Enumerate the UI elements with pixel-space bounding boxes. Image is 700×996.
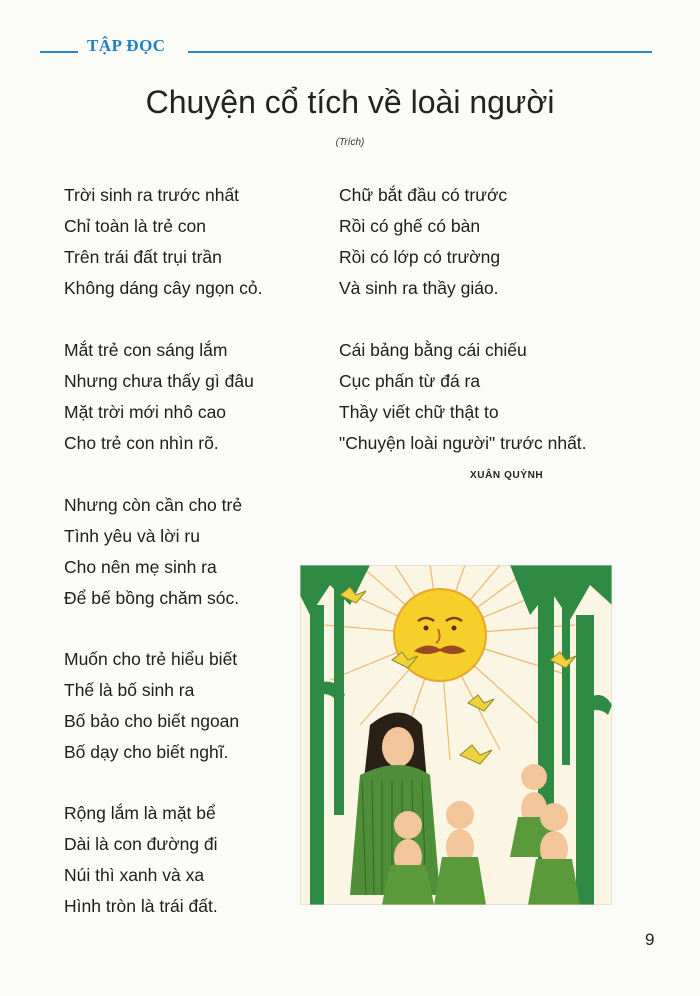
poem-line: Tình yêu và lời ru bbox=[64, 526, 200, 546]
poem-line: Và sinh ra thầy giáo. bbox=[339, 278, 499, 298]
stanza-5 bbox=[64, 798, 218, 922]
illustration-svg bbox=[300, 565, 612, 905]
header-rule-left bbox=[40, 51, 78, 53]
poem-line: Chữ bắt đầu có trước bbox=[339, 185, 508, 205]
poem-line: Thế là bố sinh ra bbox=[64, 680, 195, 700]
poem-line: Cho trẻ con nhìn rõ. bbox=[64, 433, 219, 453]
poem-line: Núi thì xanh và xa bbox=[64, 865, 205, 885]
poem-title: Chuyện cổ tích về loài người bbox=[145, 84, 555, 120]
poem-line: Trời sinh ra trước nhất bbox=[64, 185, 240, 205]
poem-author: XUÂN QUỲNH bbox=[470, 470, 544, 481]
poem-line: Mặt trời mới nhô cao bbox=[64, 402, 227, 422]
poem-line: Hình tròn là trái đất. bbox=[64, 896, 218, 916]
poem-line: Trên trái đất trụi trần bbox=[64, 247, 222, 267]
poem-line: Bố dạy cho biết nghĩ. bbox=[64, 742, 229, 762]
poem-line: Rồi có ghế có bàn bbox=[339, 216, 481, 236]
poem-line: Bố bảo cho biết ngoan bbox=[64, 711, 240, 731]
poem-illustration bbox=[300, 565, 612, 905]
stanza-4 bbox=[64, 644, 239, 768]
poem-line: Chỉ toàn là trẻ con bbox=[64, 216, 207, 236]
poem-subtitle: (Trích) bbox=[335, 137, 365, 148]
poem-line: Nhưng chưa thấy gì đâu bbox=[64, 371, 254, 391]
header-rule-right bbox=[188, 51, 652, 53]
poem-line: Rồi có lớp có trường bbox=[339, 247, 501, 267]
poem-line: Không dáng cây ngọn cỏ. bbox=[64, 278, 263, 298]
section-label: TẬP ĐỌC bbox=[87, 36, 166, 55]
poem-line: Muốn cho trẻ hiểu biết bbox=[64, 649, 238, 669]
poem-line: Cục phấn từ đá ra bbox=[339, 371, 481, 391]
section-header bbox=[40, 34, 652, 58]
stanza-6 bbox=[339, 180, 507, 304]
poem-line: Dài là con đường đi bbox=[64, 834, 218, 854]
stanza-1 bbox=[64, 180, 263, 304]
stanza-3 bbox=[64, 490, 242, 614]
poem-line: Cái bảng bằng cái chiếu bbox=[339, 340, 527, 360]
page-number: 9 bbox=[645, 930, 655, 949]
poem-line: Để bế bồng chăm sóc. bbox=[64, 588, 240, 608]
poem-line: Cho nên mẹ sinh ra bbox=[64, 557, 217, 577]
stanza-7 bbox=[339, 335, 587, 459]
poem-line: Nhưng còn cần cho trẻ bbox=[64, 495, 243, 515]
poem-line: "Chuyện loài người" trước nhất. bbox=[339, 433, 587, 453]
poem-line: Rộng lắm là mặt bể bbox=[64, 803, 216, 823]
poem-line: Thầy viết chữ thật to bbox=[339, 402, 499, 422]
poem-line: Mắt trẻ con sáng lắm bbox=[64, 340, 228, 360]
stanza-2 bbox=[64, 335, 254, 459]
